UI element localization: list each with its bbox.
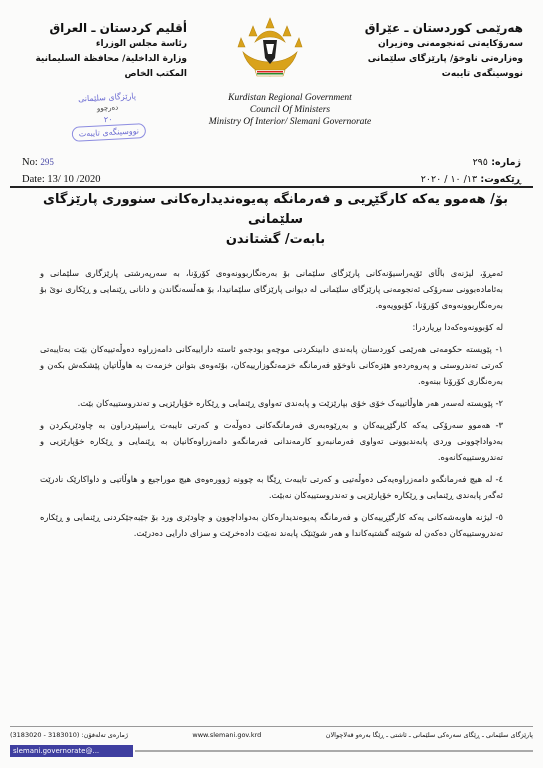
letter-body: [40, 265, 503, 547]
letter-recipient: بۆ/ هەموو یەکە کارگێڕیی و فەرمانگە پەیوەندیدارەکانی سنووری پارێزگای سلێمانی: [43, 192, 508, 227]
footer-bar: [0, 745, 543, 768]
office-stamp: [57, 89, 159, 142]
body-item-4: ٤- لە هیچ فەرمانگەو دامەزراوەیەکی دەوڵەتیی و کەرتی تایبەت ڕێگا بە چوونە ژوورەوەی هیچ موراجیع و هاوڵاتیی و داواکارێک نادرێت ئەگەر پابەندی ڕێنمایی و ڕێکارە خۆپارێزیی و تەندروستییەکان نەبێت.: [40, 474, 503, 500]
letter-title: [30, 190, 521, 250]
header-divider: [10, 186, 533, 188]
header-arabic-line-3: وزارة الداخلية/ محافظة السليمانية: [35, 54, 187, 64]
stamp-line-3: نووسینگەی تایبەت: [71, 123, 146, 142]
footer-line: [135, 750, 533, 752]
header-arabic-line-4: المكتب الخاص: [124, 69, 187, 79]
header-english-line-2: Council Of Ministers: [249, 105, 331, 115]
stamp-line-1: پارێزگای سلێمانی: [77, 91, 137, 104]
reference-kurdish: [421, 154, 521, 188]
header-kurdish-line-4: نووسینگەی تایبەت: [441, 69, 523, 79]
ref-no-label-ku: ژمارە:: [491, 157, 521, 168]
ref-no-value: 295: [40, 157, 54, 167]
body-item-1: ١- پێویستە حکومەتی هەرێمی کوردستان پابەندی دابینکردنی موچەو بودجەو ئاستە داراییەکانی دامەزراوە دەوڵەتییەکان بێت بەتایبەتی کەرتی تەندروستی و پەروەردەو هێزەکانی ناوخۆو فەرمانگە خزمەتگوزارییەکان، بۆئەوەی بتوانن خزمەت بە هاوڵاتیان پێشکەش بکەن و بەرەنگاری کۆرۆنا ببنەوە.: [40, 344, 503, 386]
footer-divider: [10, 726, 533, 727]
ref-no-value-ku: ٢٩٥: [472, 157, 488, 168]
body-paragraph-decided: لە کۆبوونەوەکەدا بڕیاردرا:: [412, 322, 503, 332]
ref-date-label: Date:: [22, 174, 45, 185]
header-arabic-line-2: رئاسة مجلس الوزراء: [95, 39, 187, 49]
header-arabic-line-1: أقليم كردستان ـ العراق: [49, 21, 187, 35]
header-kurdish-line-1: هەرێمی کوردستان ـ عێراق: [364, 21, 523, 35]
footer-email[interactable]: slemani.governorate@...: [10, 745, 133, 757]
stamp-line-2: دەرچوو: [96, 103, 119, 113]
body-item-5: ٥- لیژنە هاوبەشەکانی یەکە کارگێڕییەکان و فەرمانگە پەیوەندیدارەکان بەدواداچوون و چاودێری ورد بۆ جێبەجێکردنی ڕێنمایی و ڕێکارە تەندروستییەکان دەکەن لە شوێنە گشتیەکاندا و هەر شوێنێک پابەند نەبێت دادەخرێت و سزای دارایی دەدرێت.: [40, 512, 503, 538]
reference-english: [22, 154, 100, 188]
body-item-3: ٣- هەموو سەرۆکی یەکە کارگێڕییەکان و بەڕێوەبەری فەرمانگەکانی دەوڵەت و کەرتی تایبەت ڕاسپێردراون بە چاودێریکردن و بەدواداچوونی وردی پابەندبوونی تەواوی فەرمانبەرو کارمەندانی فەرمانگەو دامەزراوەکانیان بە ڕێنمایی و ڕێکارە خۆپارێزیی و تەندروستییەکانەوە.: [40, 420, 503, 462]
header-english-line-1: Kurdistan Regional Government: [228, 93, 352, 103]
footer: [10, 730, 533, 740]
kurdistan-emblem-icon: [233, 14, 307, 84]
header-english-line-3: Ministry Of Interior/ Slemani Governorate: [208, 117, 372, 127]
ref-date-label-ku: ڕێکەوت:: [480, 174, 521, 185]
footer-website[interactable]: www.slemani.gov.krd: [192, 731, 262, 739]
footer-address: پارێزگای سلێمانی ـ ڕێگای سەرەکی سلێمانی ـ ئاشتی ـ ڕێگا بەرەو قەلاچوالان: [325, 731, 533, 739]
stamp-number: ٢٠: [103, 114, 113, 125]
header-english: [175, 92, 405, 128]
ref-date-value-ku: ١٣/ ١٠ / ٢٠٢٠: [420, 174, 478, 185]
letter-subject: بابەت/ گشتاندن: [225, 232, 326, 247]
header-kurdish: [348, 20, 523, 82]
footer-phone: (3183020 - 3183010) :ژمارەی تەلەفۆن: [10, 731, 129, 739]
header-arabic: [22, 20, 187, 82]
header-kurdish-line-3: وەزارەتی ناوخۆ/ پارێزگای سلێمانی: [367, 54, 523, 64]
header-kurdish-line-2: سەرۆکایەتی ئەنجومەنی وەزیران: [378, 39, 523, 49]
body-item-2: ٢- پێویستە لەسەر هەر هاوڵاتییەک خۆی خۆی بپارێزێت و پابەندی تەواوی ڕێنمایی و ڕێکارە خۆپارێزیی و تەندروستییەکان بێت.: [77, 398, 503, 408]
ref-date-value: 13/ 10 /2020: [47, 174, 101, 185]
body-paragraph-intro: ئەمڕۆ، لیژنەی باڵای ئۆپەراسیۆنەکانی پارێزگای سلێمانی بۆ بەرەنگاربوونەوەی کۆرۆنا، بە سەرپەرشتی پارێزگاری سلێمانی و بەئامادەبوونی سەرۆکی ئەنجومەنی پارێزگای سلێمانی لە دیوانی پارێزگای سلێمانیدا، بۆ هەڵسەنگاندن و دانانی ڕێنمایی و ڕێکاری نوێ بۆ بەرەنگاربوونەوەی کۆرۆنا، کۆبوویەوە.: [40, 268, 503, 310]
ref-no-label: No:: [22, 157, 38, 168]
